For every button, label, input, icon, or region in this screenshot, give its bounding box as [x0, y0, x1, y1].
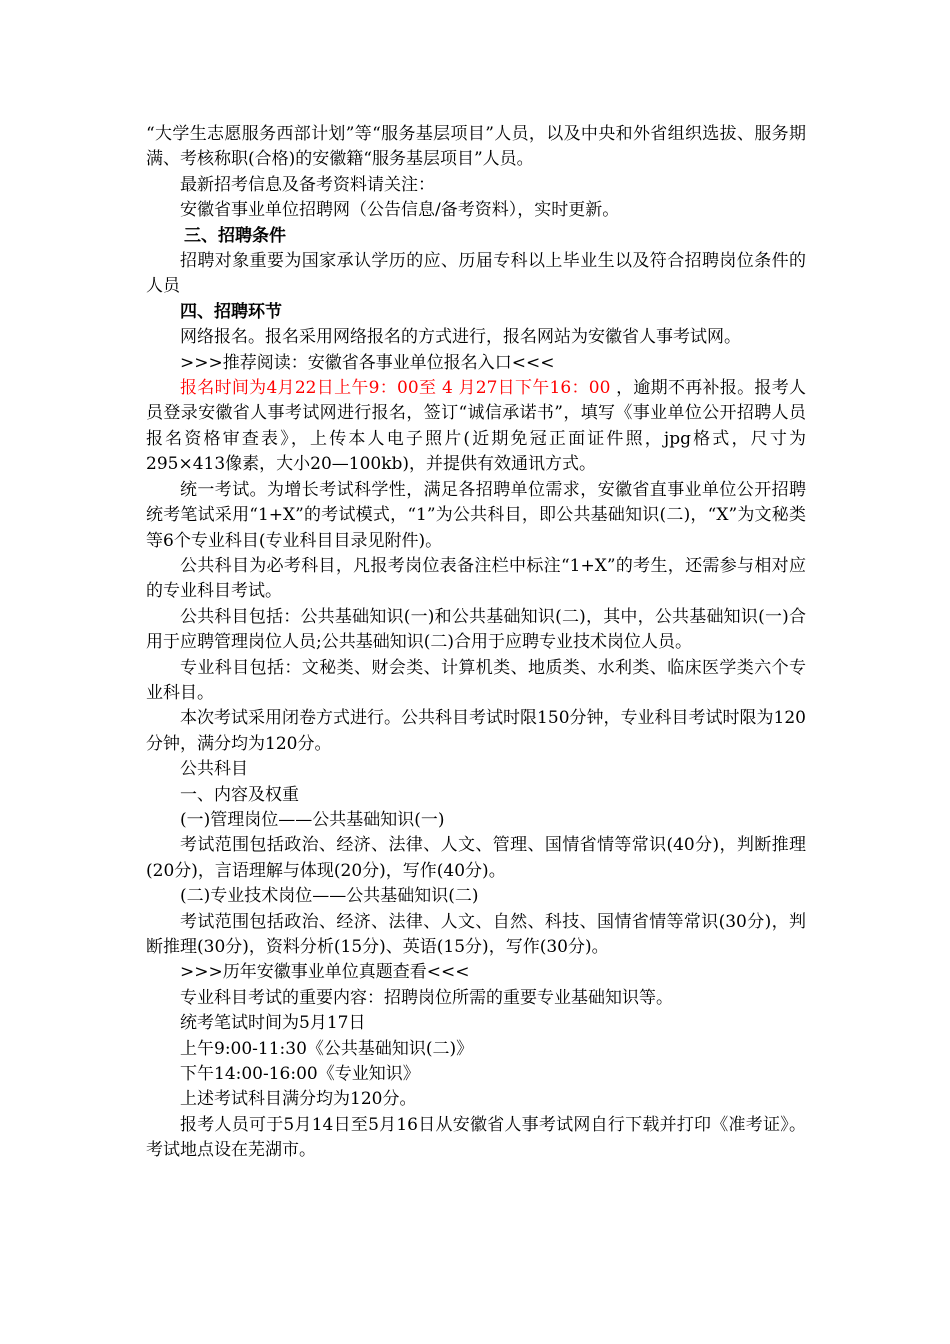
- paragraph: 公共科目包括：公共基础知识(一)和公共基础知识(二)，其中，公共基础知识(一)合用于应聘管理岗位人员;公共基础知识(二)合用于应聘专业技术岗位人员。: [146, 606, 806, 653]
- paragraph: 招聘对象重要为国家承认学历的应、历届专科以上毕业生以及符合招聘岗位条件的人员: [146, 251, 806, 297]
- paragraph: “大学生志愿服务西部计划”等“服务基层项目”人员，以及中央和外省组织选拔、服务期满、考核称职(合格)的安徽籍“服务基层项目”人员。: [146, 124, 806, 170]
- paragraph: 一、内容及权重: [180, 784, 299, 805]
- paragraph: 下午14:00-16:00《专业知识》: [180, 1064, 420, 1085]
- registration-paragraph-text: ，逾期不再补报。报考人员登录安徽省人事考试网进行报名，签订“诚信承诺书”，填写《事业单位公开招聘人员报名资格审查表》，上传本人电子照片(近期免冠正面证件照，jpg格式，尺寸为295×413像素，大小20—100kb)，并提供有效通讯方式。: [146, 378, 806, 475]
- paragraph: 最新招考信息及备考资料请关注：: [180, 174, 435, 195]
- paragraph: 公共科目: [180, 759, 248, 780]
- registration-deadline-highlight: 报名时间为4月22日上午9：00至 4 月27日下午16：00: [180, 378, 617, 399]
- document-body: [146, 122, 806, 1164]
- paragraph: 专业科目考试的重要内容：招聘岗位所需的重要专业基础知识等。: [180, 987, 673, 1008]
- paragraph: 报考人员可于5月14日至5月16日从安徽省人事考试网自行下载并打印《准考证》。考试地点设在芜湖市。: [146, 1114, 806, 1161]
- paragraph: 考试范围包括政治、经济、法律、人文、自然、科技、国情省情等常识(30分)，判断推理(30分)，资料分析(15分)、英语(15分)，写作(30分)。: [146, 911, 806, 957]
- paragraph: 专业科目包括：文秘类、财会类、计算机类、地质类、水利类、临床医学类六个专业科目。: [146, 657, 806, 703]
- paragraph: 上述考试科目满分均为120分。: [180, 1089, 417, 1110]
- paragraph: (二)专业技术岗位——公共基础知识(二): [180, 886, 479, 907]
- paragraph: 考试范围包括政治、经济、法律、人文、管理、国情省情等常识(40分)，判断推理(20分)，言语理解与体现(20分)，写作(40分)。: [146, 835, 806, 881]
- paragraph: (一)管理岗位——公共基础知识(一): [180, 809, 445, 830]
- section-heading-recruitment-conditions: 三、招聘条件: [184, 225, 286, 246]
- paragraph: 安徽省事业单位招聘网（公告信息/备考资料），实时更新。: [180, 200, 620, 221]
- section-heading-recruitment-steps: 四、招聘环节: [180, 301, 282, 322]
- paragraph: 统考笔试时间为5月17日: [180, 1013, 366, 1034]
- paragraph: 统一考试。为增长考试科学性，满足各招聘单位需求，安徽省直事业单位公开招聘统考笔试采用“1+X”的考试模式，“1”为公共科目，即公共基础知识(二)，“X”为文秘类等6个专业科目(专业科目目录见附件)。: [146, 479, 806, 551]
- paragraph: 网络报名。报名采用网络报名的方式进行，报名网站为安徽省人事考试网。: [180, 327, 741, 348]
- paragraph: 公共科目为必考科目，凡报考岗位表备注栏中标注“1+X”的考生，还需参与相对应的专业科目考试。: [146, 555, 806, 602]
- paragraph: 上午9:00-11:30《公共基础知识(二)》: [180, 1038, 474, 1059]
- paragraph: 本次考试采用闭卷方式进行。公共科目考试时限150分钟，专业科目考试时限为120分钟，满分均为120分。: [146, 708, 806, 754]
- registration-paragraph: [146, 376, 806, 478]
- recommended-reading-link[interactable]: >>>推荐阅读：安徽省各事业单位报名入口<<<: [180, 352, 555, 373]
- past-exams-link[interactable]: >>>历年安徽事业单位真题查看<<<: [180, 962, 470, 983]
